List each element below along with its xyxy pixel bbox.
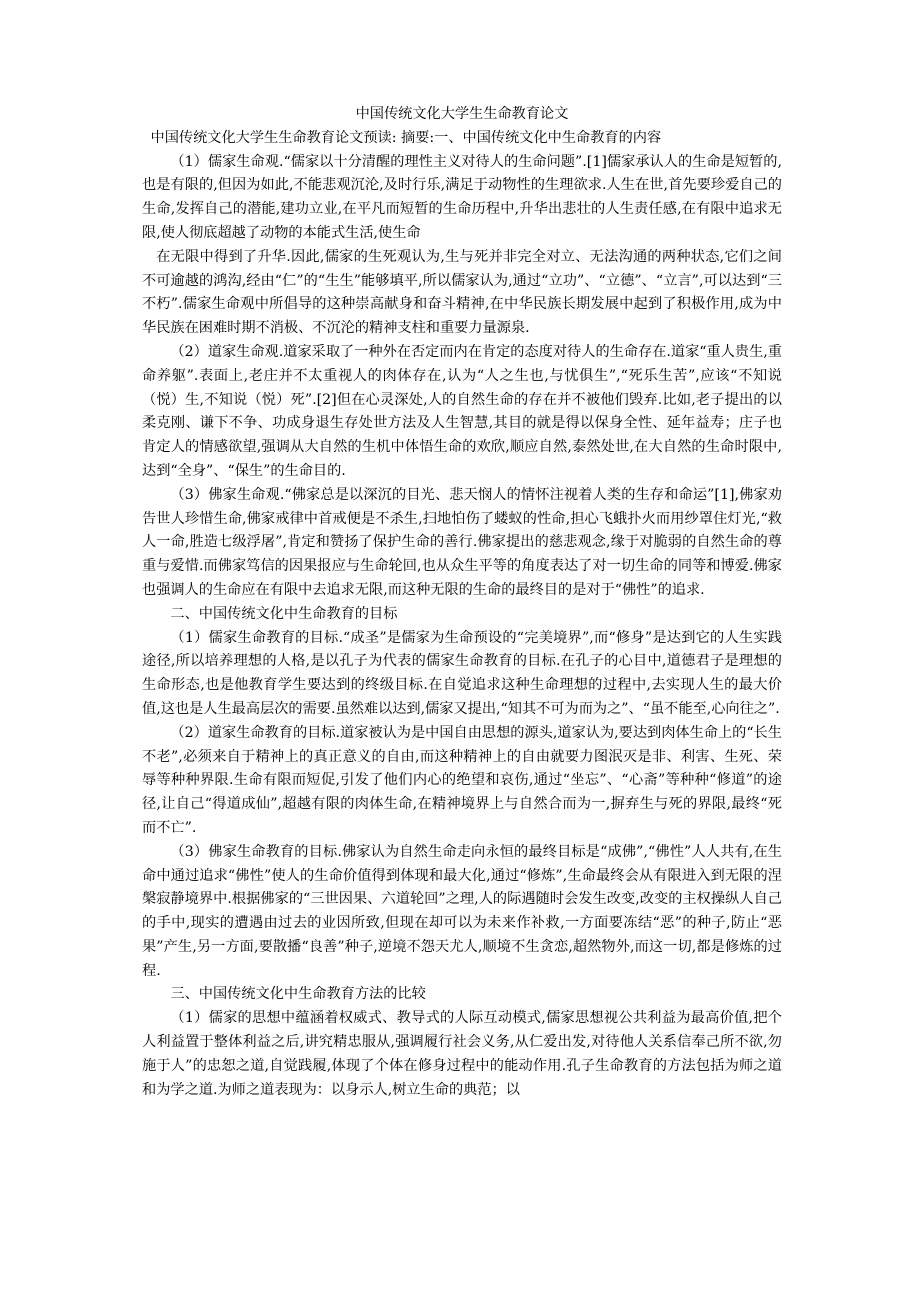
body-paragraph: （2）道家生命教育的目标.道家被认为是中国自由思想的源头,道家认为,要达到肉体生命上的“长生不老”,必须来自于精神上的真正意义的自由,而这种精神上的自由就要力图泯灭是非、利害、生死、荣辱等种种界限.生命有限而短促,引发了他们内心的绝望和哀伤,通过“坐忘”、“心斋”等种种“修道”的途径,让自己“得道成仙”,超越有限的肉体生命,在精神境界上与自然合而为一,摒弃生与死的界限,最终“死而不亡”. (142, 724, 782, 836)
body-paragraph: （2）道家生命观.道家采取了一种外在否定而内在肯定的态度对待人的生命存在.道家“重人贵生,重命养躯”.表面上,老庄并不太重视人的肉体存在,认为“人之生也,与忧俱生”,“死乐生苦”,应该“不知说（悦）生,不知说（悦）死”.[2]但在心灵深处,人的自然生命的存在并不被他们毁弃.比如,老子提出的以柔克刚、谦下不争、功成身退生存处世方法及人生智慧,其目的就是得以保身全性、延年益寿；庄子也肯定人的情感欲望,强调从大自然的生机中体悟生命的欢欣,顺应自然,泰然处世,在大自然的生命时限中,达到“全身”、“保生”的生命目的. (142, 343, 782, 479)
body-paragraph: （1）儒家的思想中蕴涵着权威式、教导式的人际互动模式,儒家思想视公共利益为最高价值,把个人利益置于整体利益之后,讲究精忠服从,强调履行社会义务,从仁爱出发,对待他人关系信奉己所不欲,勿施于人”的忠恕之道,自觉践履,体现了个体在修身过程中的能动作用.孔子生命教育的方法包括为师之道和为学之道.为师之道表现为：以身示人,树立生命的典范；以 (142, 1010, 782, 1098)
body-paragraph: 在无限中得到了升华.因此,儒家的生死观认为,生与死并非完全对立、无法沟通的两种状态,它们之间不可逾越的鸿沟,经由“仁”的“生生”能够填平,所以儒家认为,通过“立功”、“立德”、“立言”,可以达到“三不朽”.儒家生命观中所倡导的这种崇高献身和奋斗精神,在中华民族长期发展中起到了积极作用,成为中华民族在困难时期不消极、不沉沦的精神支柱和重要力量源泉. (142, 248, 782, 337)
abstract-paragraph: 中国传统文化大学生生命教育论文预读: 摘要:一、中国传统文化中生命教育的内容 (150, 129, 662, 146)
document-page (142, 103, 782, 1102)
section-heading: 二、中国传统文化中生命教育的目标 (170, 605, 398, 622)
section-heading: 三、中国传统文化中生命教育方法的比较 (170, 986, 426, 1003)
body-paragraph: （3）佛家生命观.“佛家总是以深沉的目光、悲天悯人的情怀注视着人类的生存和命运”[1],佛家劝告世人珍惜生命,佛家戒律中首戒便是不杀生,扫地怕伤了蝼蚁的性命,担心飞蛾扑火而用纱罩住灯光,“救人一命,胜造七级浮屠”,肯定和赞扬了保护生命的善行.佛家提出的慈悲观念,缘于对脆弱的自然生命的尊重与爱惜.而佛家笃信的因果报应与生命轮回,也从众生平等的角度表达了对一切生命的同等和博爱.佛家也强调人的生命应在有限中去追求无限,而这种无限的生命的最终目的是对于“佛性”的追求. (142, 486, 782, 598)
body-paragraph: （1）儒家生命观.“儒家以十分清醒的理性主义对待人的生命问题”.[1]儒家承认人的生命是短暂的,也是有限的,但因为如此,不能悲观沉沦,及时行乐,满足于动物性的生理欲求.人生在世,首先要珍爱自己的生命,发挥自己的潜能,建功立业,在平凡而短暂的生命历程中,升华出悲壮的人生责任感,在有限中追求无限,使人彻底超越了动物的本能式生活,使生命 (142, 153, 782, 241)
body-paragraph: （3）佛家生命教育的目标.佛家认为自然生命走向永恒的最终目标是“成佛”,“佛性”人人共有,在生命中通过追求“佛性”使人的生命价值得到体现和最大化,通过“修炼”,生命最终会从有限进入到无限的涅槃寂静境界中.根据佛家的“三世因果、六道轮回”之理,人的际遇随时会发生改变,改变的主权操纵人自己的手中,现实的遭遇由过去的业因所致,但现在却可以为未来作补救,一方面要冻结“恶”的种子,防止“恶果”产生,另一方面,要散播“良善”种子,逆境不怨天尤人,顺境不生贪恋,超然物外,而这一切,都是修炼的过程. (142, 843, 782, 979)
body-paragraph: （1）儒家生命教育的目标.“成圣”是儒家为生命预设的“完美境界”,而“修身”是达到它的人生实践途径,所以培养理想的人格,是以孔子为代表的儒家生命教育的目标.在孔子的心目中,道德君子是理想的生命形态,也是他教育学生要达到的终级目标.在自觉追求这种生命理想的过程中,去实现人生的最大价值,这也是人生最高层次的需要.虽然难以达到,儒家又提出,“知其不可为而为之”、“虽不能至,心向往之”. (142, 629, 782, 717)
document-title: 中国传统文化大学生生命教育论文 (355, 106, 569, 122)
